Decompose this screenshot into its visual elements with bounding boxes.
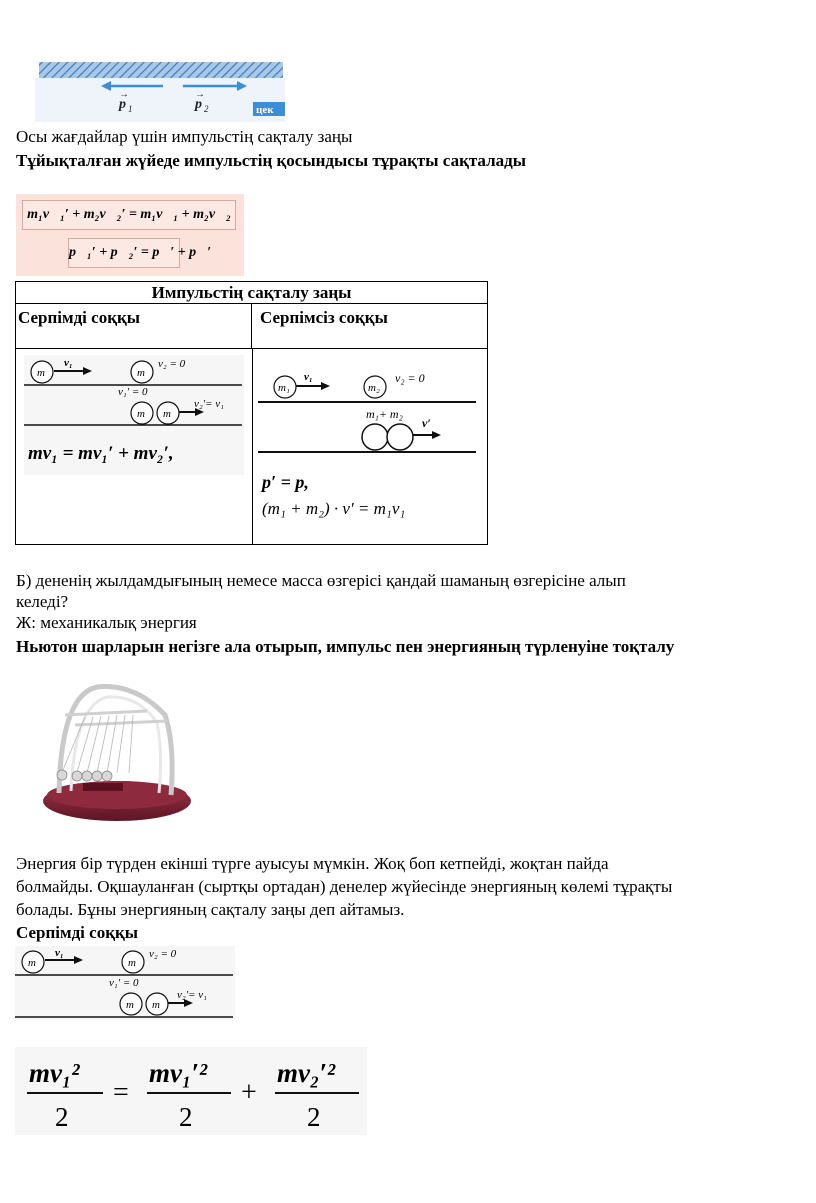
- svg-text:v₂ = 0: v₂ = 0: [149, 948, 177, 960]
- heading-closed-system: Тұйықталған жүйеде импульстің қосындысы тұрақты сақталады: [16, 151, 526, 170]
- svg-text:v₁: v₁: [64, 357, 73, 369]
- formula-eq2: p⃗₁′ + p⃗₂′ = p⃗′ + p⃗′: [68, 238, 180, 268]
- newtons-cradle-image: [35, 675, 193, 825]
- svg-text:(m₁ + m₂) · v′ = m₁v₁: (m₁ + m₂) · v′ = m₁v₁: [262, 499, 406, 518]
- corner-label: цек: [256, 104, 274, 116]
- svg-text:v₁: v₁: [55, 947, 64, 959]
- svg-text:→: →: [119, 89, 129, 100]
- paragraph-line-3: болады. Бұны энергияның сақталу заңы деп айтамыз.: [16, 900, 405, 919]
- svg-text:+: +: [241, 1077, 257, 1108]
- svg-text:v₁′ = 0: v₁′ = 0: [118, 386, 148, 398]
- svg-text:m: m: [152, 999, 160, 1011]
- paragraph-line-1: Энергия бір түрден екінші түрге ауысуы мүмкін. Жоқ боп кетпейді, жоқтан пайда: [16, 854, 609, 873]
- svg-text:mv₁²: mv₁²: [29, 1058, 80, 1088]
- svg-text:2: 2: [307, 1102, 321, 1132]
- svg-text:=: =: [113, 1077, 129, 1108]
- svg-text:v₂′= v₁: v₂′= v₁: [177, 989, 207, 1001]
- svg-text:m₂: m₂: [368, 382, 380, 394]
- answer-text: Ж: механикалық энергия: [16, 613, 197, 632]
- momentum-figure: [35, 60, 285, 122]
- svg-text:m: m: [137, 367, 145, 379]
- table-header-elastic: Серпімді соққы: [16, 304, 252, 349]
- svg-text:2: 2: [55, 1102, 69, 1132]
- svg-text:m: m: [163, 408, 171, 420]
- svg-text:mv₁ = mv₁′ + mv₂′,: mv₁ = mv₁′ + mv₂′,: [28, 443, 174, 464]
- svg-text:m: m: [128, 957, 136, 969]
- svg-text:m₁+ m₂: m₁+ m₂: [366, 407, 403, 421]
- svg-text:1: 1: [128, 104, 133, 114]
- question-b: Б) дененің жылдамдығының немесе масса өзгерісі қандай шаманың өзгерісіне алып: [16, 571, 626, 590]
- elastic-collision-figure: [24, 355, 244, 475]
- heading-newton-balls: Ньютон шарларын негізге ала отырып, импульс пен энергияның түрленуіне тоқталу: [16, 637, 675, 656]
- table-title: Импульстің сақталу заңы: [16, 282, 487, 304]
- hatched-wall: [39, 62, 283, 78]
- svg-text:v₁′ = 0: v₁′ = 0: [109, 977, 139, 989]
- svg-text:m: m: [137, 408, 145, 420]
- svg-text:2: 2: [204, 104, 209, 114]
- p1-label: p: [119, 97, 126, 112]
- svg-text:m: m: [126, 999, 134, 1011]
- energy-equation: [15, 1047, 367, 1135]
- inelastic-collision-figure: [258, 365, 483, 525]
- svg-text:→: →: [195, 89, 205, 100]
- question-b-cont: келеді?: [16, 592, 69, 611]
- svg-text:m: m: [37, 367, 45, 379]
- svg-text:mv₁′²: mv₁′²: [149, 1058, 208, 1088]
- svg-text:mv₂′²: mv₂′²: [277, 1058, 336, 1088]
- table-header-inelastic: Серпімсіз соққы: [252, 304, 487, 349]
- paragraph-line-2: болмайды. Оқшауланған (сыртқы ортадан) денелер жүйесінде энергияның көлемі тұрақты: [16, 877, 673, 896]
- heading-elastic: Серпімді соққы: [16, 923, 139, 942]
- text-line-1: Осы жағдайлар үшін импульстің сақталу заңы: [16, 127, 353, 146]
- svg-text:v₁: v₁: [304, 371, 313, 383]
- svg-text:p′ = p,: p′ = p,: [262, 472, 309, 492]
- formula-eq1: m₁v⃗₁′ + m₂v⃗₂′ = m₁v⃗₁ + m₂v⃗₂: [22, 200, 236, 230]
- p2-label: p: [195, 97, 202, 112]
- svg-text:m: m: [28, 957, 36, 969]
- svg-text:v₂ = 0: v₂ = 0: [158, 358, 186, 370]
- svg-text:v₂ = 0: v₂ = 0: [395, 371, 425, 385]
- svg-text:m₁: m₁: [278, 382, 290, 394]
- svg-text:v′: v′: [422, 416, 431, 430]
- svg-text:2: 2: [179, 1102, 193, 1132]
- elastic-collision-figure-bottom: [15, 946, 235, 1020]
- svg-text:v₂′= v₁: v₂′= v₁: [194, 398, 224, 410]
- formula-box: [16, 194, 244, 276]
